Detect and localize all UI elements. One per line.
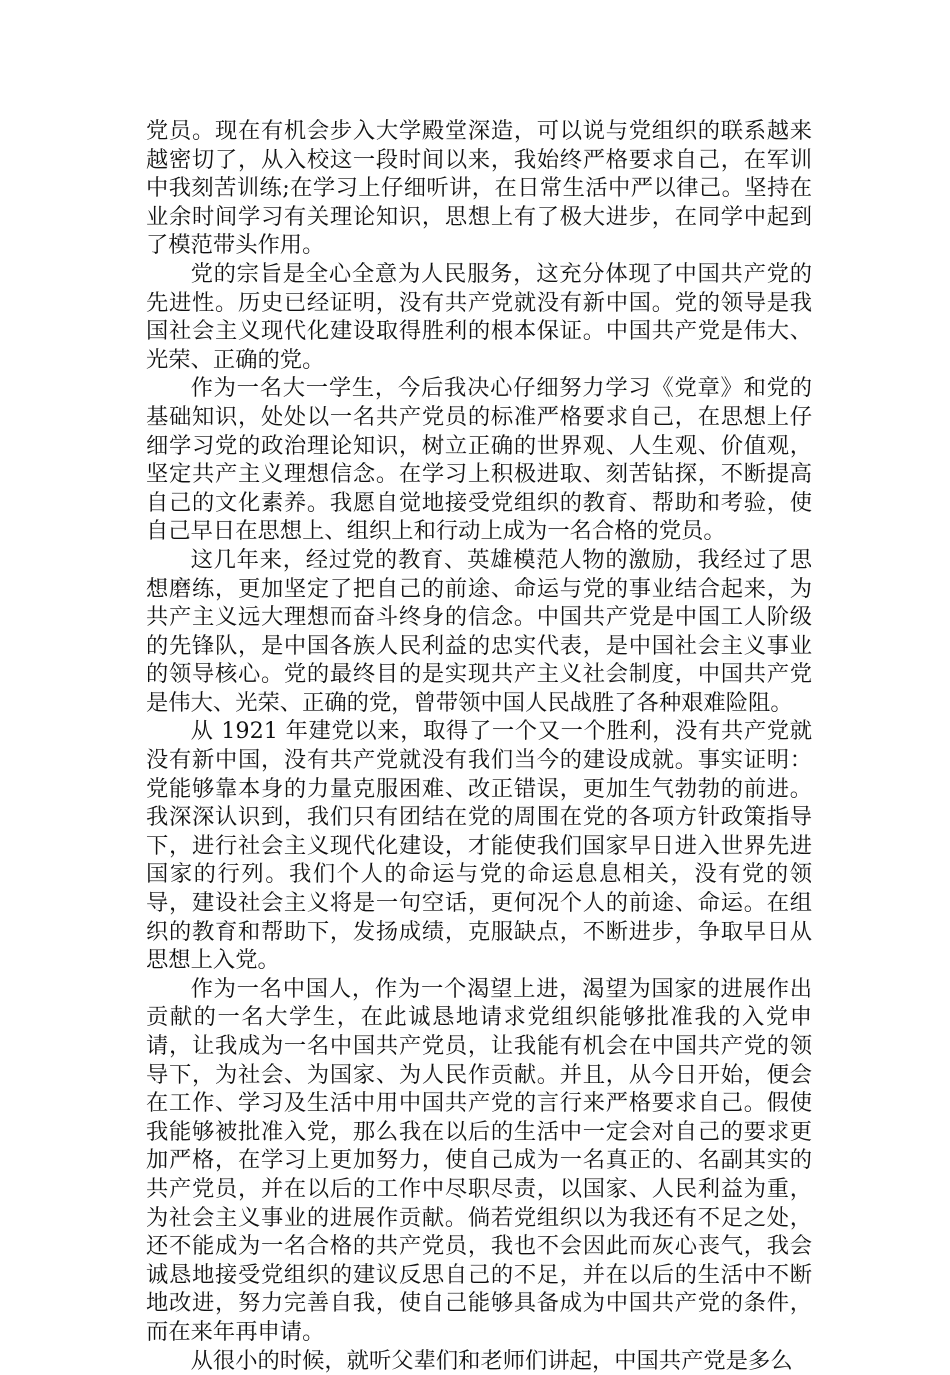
paragraph-7: 从很小的时候，就听父辈们和老师们讲起，中国共产党是多么 xyxy=(190,1347,793,1374)
document-page xyxy=(146,117,812,1375)
paragraph-4: 这几年来，经过党的教育、英雄模范人物的激励，我经过了思想磨练，更加坚定了把自己的前途、命运与党的事业结合起来，为共产主义远大理想而奋斗终身的信念。中国共产党是中国工人阶级的先锋队，是中国各族人民利益的忠实代表，是中国社会主义事业的领导核心。党的最终目的是实现共产主义社会制度，中国共产党是伟大、光荣、正确的党，曾带领中国人民战胜了各种艰难险阻。 xyxy=(146,546,812,716)
paragraph-2: 党的宗旨是全心全意为人民服务，这充分体现了中国共产党的先进性。历史已经证明，没有共产党就没有新中国。党的领导是我国社会主义现代化建设取得胜利的根本保证。中国共产党是伟大、光荣、正确的党。 xyxy=(146,260,812,373)
paragraph-3: 作为一名大一学生，今后我决心仔细努力学习《党章》和党的基础知识，处处以一名共产党员的标准严格要求自己，在思想上仔细学习党的政治理论知识，树立正确的世界观、人生观、价值观，坚定共产主义理想信念。在学习上积极进取、刻苦钻探，不断提高自己的文化素养。我愿自觉地接受党组织的教育、帮助和考验，使自己早日在思想上、组织上和行动上成为一名合格的党员。 xyxy=(146,375,812,545)
paragraph-6: 作为一名中国人，作为一个渴望上进，渴望为国家的进展作出贡献的一名大学生，在此诚恳地请求党组织能够批准我的入党申请，让我成为一名中国共产党员，让我能有机会在中国共产党的领导下，为社会、为国家、为人民作贡献。并且，从今日开始，便会在工作、学习及生活中用中国共产党的言行来严格要求自己。假使我能够被批准入党，那么我在以后的生活中一定会对自己的要求更加严格，在学习上更加努力，使自己成为一名真正的、名副其实的共产党员，并在以后的工作中尽职尽责，以国家、人民利益为重，为社会主义事业的进展作贡献。倘若党组织以为我还有不足之处，还不能成为一名合格的共产党员，我也不会因此而灰心丧气，我会诚恳地接受党组织的建议反思自己的不足，并在以后的生活中不断地改进，努力完善自我，使自己能够具备成为中国共产党的条件，而在来年再申请。 xyxy=(146,975,812,1345)
paragraph-1: 党员。现在有机会步入大学殿堂深造，可以说与党组织的联系越来越密切了，从入校这一段时间以来，我始终严格要求自己，在军训中我刻苦训练;在学习上仔细听讲，在日常生活中严以律己。坚持在业余时间学习有关理论知识，思想上有了极大进步，在同学中起到了模范带头作用。 xyxy=(146,118,812,259)
paragraph-5: 从 1921 年建党以来，取得了一个又一个胜利，没有共产党就没有新中国，没有共产党就没有我们当今的建设成就。事实证明：党能够靠本身的力量克服困难、改正错误，更加生气勃勃的前进。我深深认识到，我们只有团结在党的周围在党的各项方针政策指导下，进行社会主义现代化建设，才能使我们国家早日进入世界先进国家的行列。我们个人的命运与党的命运息息相关，没有党的领导，建设社会主义将是一句空话，更何况个人的前途、命运。在组织的教育和帮助下，发扬成绩，克服缺点，不断进步，争取早日从思想上入党。 xyxy=(146,718,812,974)
